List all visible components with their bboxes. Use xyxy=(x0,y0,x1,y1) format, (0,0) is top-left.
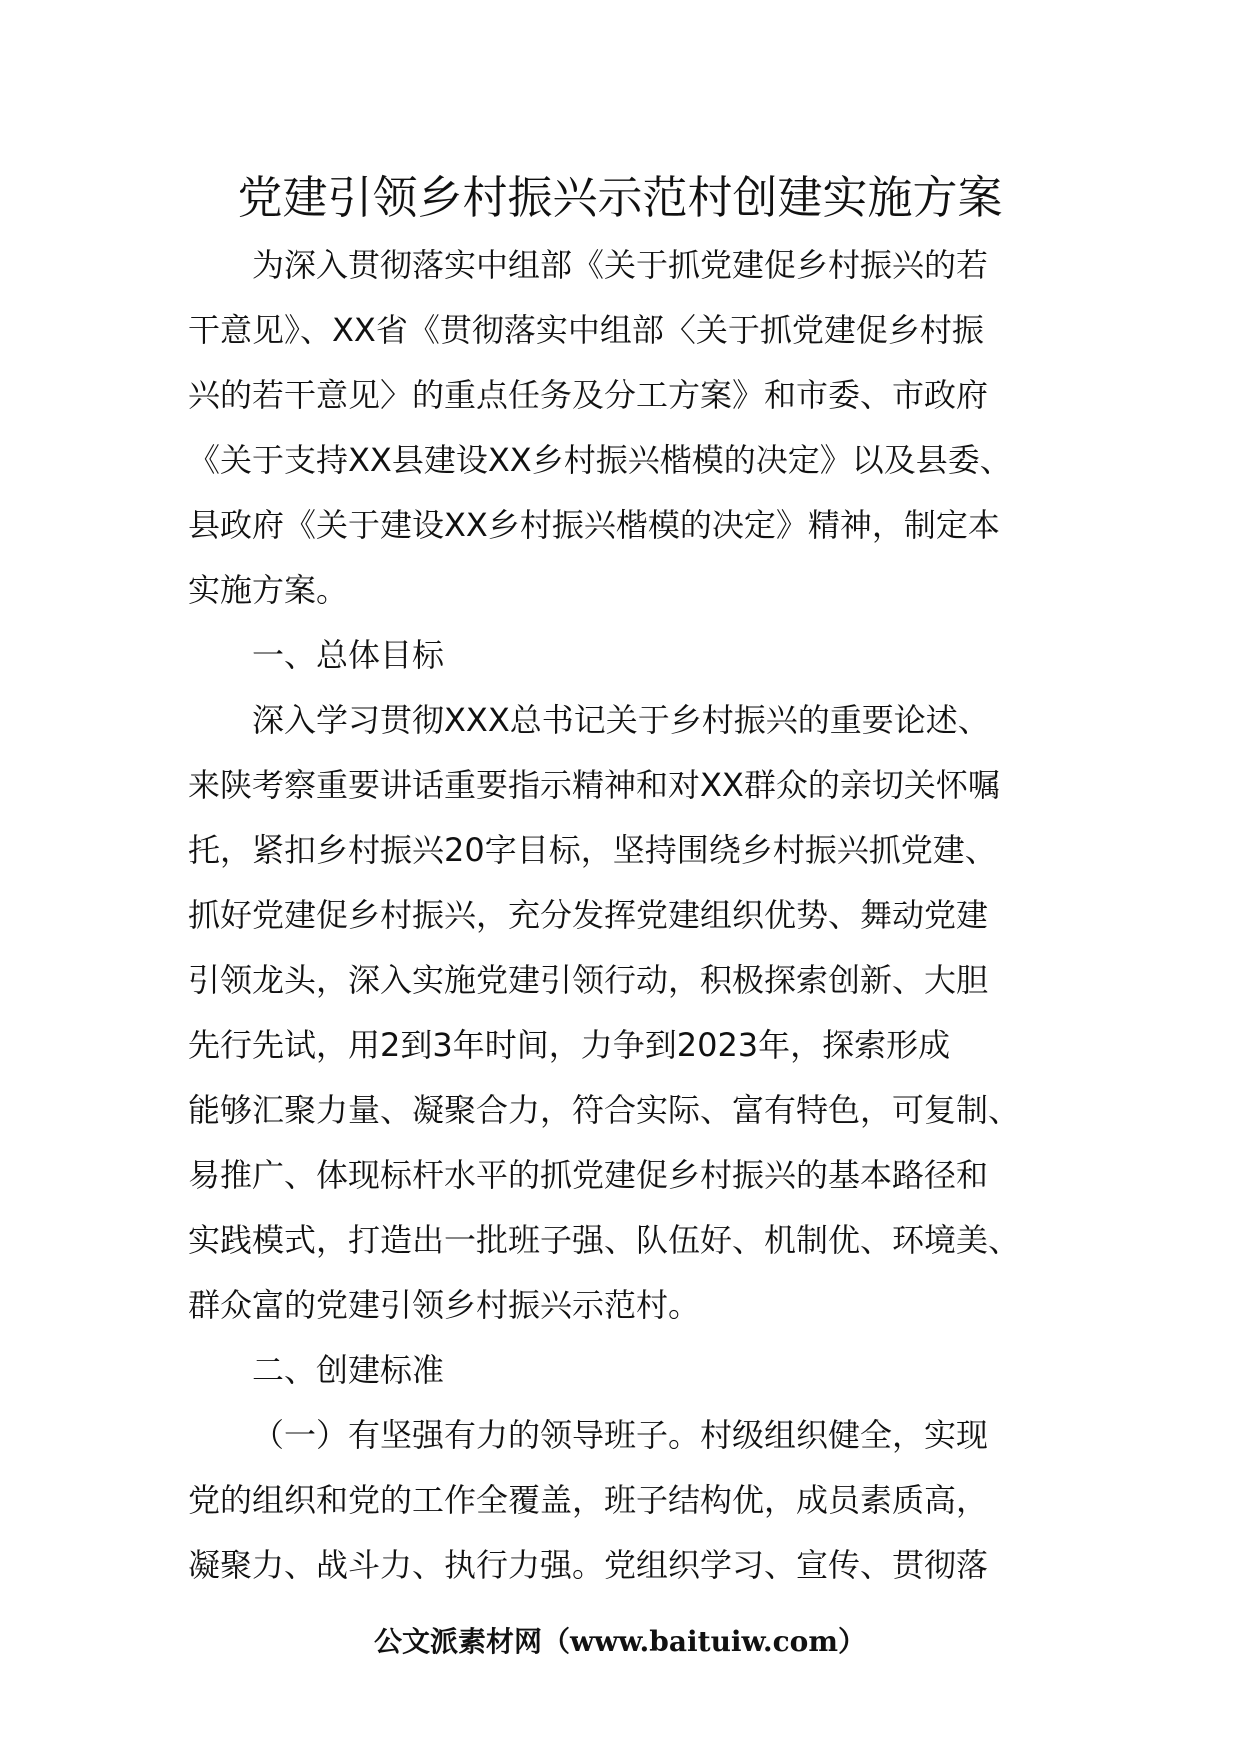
document-title: 党建引领乡村振兴示范村创建实施方案 xyxy=(237,171,1003,224)
paragraph-line: 实施方案。 xyxy=(188,571,349,609)
paragraph-line: 干意见》、XX省《贯彻落实中组部〈关于抓党建促乡村振 xyxy=(188,311,984,349)
paragraph-line: 易推广、体现标杆水平的抓党建促乡村振兴的基本路径和 xyxy=(188,1156,989,1194)
paragraph-line: （一）有坚强有力的领导班子。村级组织健全，实现 xyxy=(252,1416,989,1454)
section-heading: 一、总体目标 xyxy=(252,636,445,674)
paragraph-line: 来陕考察重要讲话重要指示精神和对XX群众的亲切关怀嘱 xyxy=(188,766,1000,804)
paragraph-line: 凝聚力、战斗力、执行力强。党组织学习、宣传、贯彻落 xyxy=(188,1546,989,1584)
paragraph-line: 县政府《关于建设XX乡村振兴楷模的决定》精神，制定本 xyxy=(188,506,1000,544)
paragraph-line: 党的组织和党的工作全覆盖，班子结构优，成员素质高， xyxy=(188,1481,989,1519)
paragraph-line: 兴的若干意见〉的重点任务及分工方案》和市委、市政府 xyxy=(188,376,989,414)
section-heading: 二、创建标准 xyxy=(252,1351,445,1389)
paragraph-line: 为深入贯彻落实中组部《关于抓党建促乡村振兴的若 xyxy=(252,246,989,284)
document-body xyxy=(188,233,1054,1598)
paragraph-line: 实践模式，打造出一批班子强、队伍好、机制优、环境美、 xyxy=(188,1221,1021,1259)
paragraph-line: 《关于支持XX县建设XX乡村振兴楷模的决定》以及县委、 xyxy=(188,441,1012,479)
paragraph-line: 抓好党建促乡村振兴，充分发挥党建组织优势、舞动党建 xyxy=(188,896,989,934)
paragraph-line: 群众富的党建引领乡村振兴示范村。 xyxy=(188,1286,701,1324)
paragraph-line: 深入学习贯彻XXX总书记关于乡村振兴的重要论述、 xyxy=(252,701,990,739)
paragraph-line: 能够汇聚力量、凝聚合力，符合实际、富有特色，可复制、 xyxy=(188,1091,1021,1129)
paragraph-line: 托，紧扣乡村振兴20字目标，坚持围绕乡村振兴抓党建、 xyxy=(188,831,997,869)
paragraph-line: 先行先试，用2到3年时间，力争到2023年，探索形成 xyxy=(188,1026,951,1064)
footer-watermark: 公文派素材网（www.baituiw.com） xyxy=(374,1625,866,1658)
paragraph-line: 引领龙头，深入实施党建引领行动，积极探索创新、大胆 xyxy=(188,961,989,999)
